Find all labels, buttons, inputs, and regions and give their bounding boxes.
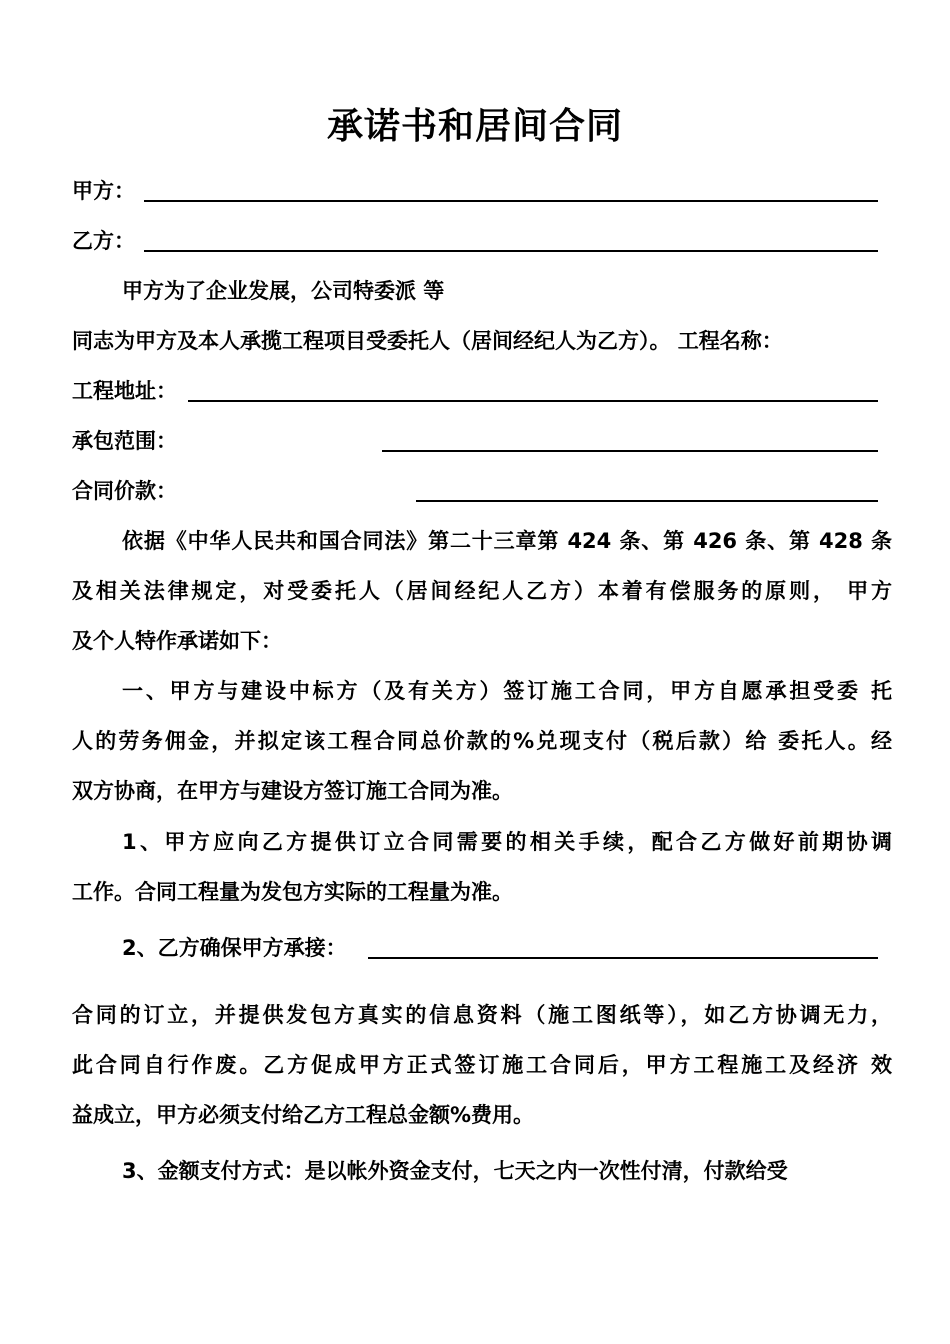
basis-line-1: 依据《中华人民共和国合同法》第二十三章第 424 条、第 426 条、第 428 条 bbox=[122, 529, 892, 553]
clause1-line-2: 人的劳务佣金，并拟定该工程合同总价款的%兑现支付（税后款）给 委托人。经 bbox=[72, 729, 892, 753]
basis-line-3: 及个人特作承诺如下： bbox=[72, 629, 282, 653]
intro-line-2: 同志为甲方及本人承揽工程项目受委托人（居间经纪人为乙方）。 工程名称： bbox=[72, 329, 783, 353]
project-address-label: 工程地址： bbox=[72, 379, 177, 403]
item3-line-1: 3、金额支付方式：是以帐外资金支付，七天之内一次性付清，付款给受 bbox=[122, 1159, 788, 1183]
basis-line-2: 及相关法律规定，对受委托人（居间经纪人乙方）本着有偿服务的原则， 甲方 bbox=[72, 579, 892, 603]
party-a-label: 甲方： bbox=[72, 179, 135, 203]
intro-line-1: 甲方为了企业发展，公司特委派 等 bbox=[122, 279, 445, 303]
party-a-blank[interactable] bbox=[144, 200, 878, 202]
item1-line-1: 1、甲方应向乙方提供订立合同需要的相关手续，配合乙方做好前期协调 bbox=[122, 830, 892, 854]
item2-line-3: 益成立，甲方必须支付给乙方工程总金额%费用。 bbox=[72, 1103, 535, 1127]
project-address-blank[interactable] bbox=[188, 400, 878, 402]
document-title: 承诺书和居间合同 bbox=[326, 106, 623, 147]
item1-line-2: 工作。合同工程量为发包方实际的工程量为准。 bbox=[72, 880, 513, 904]
clause1-line-3: 双方协商，在甲方与建设方签订施工合同为准。 bbox=[72, 779, 513, 803]
clause1-line-1: 一、甲方与建设中标方（及有关方）签订施工合同，甲方自愿承担受委 托 bbox=[122, 679, 892, 703]
item2-label: 2、乙方确保甲方承接： bbox=[122, 936, 347, 960]
contract-price-blank[interactable] bbox=[416, 500, 878, 502]
contract-price-label: 合同价款： bbox=[72, 479, 177, 503]
party-b-blank[interactable] bbox=[144, 250, 878, 252]
item2-line-2: 此合同自行作废。乙方促成甲方正式签订施工合同后，甲方工程施工及经济 效 bbox=[72, 1053, 892, 1077]
contract-scope-blank[interactable] bbox=[382, 450, 878, 452]
party-b-label: 乙方： bbox=[72, 229, 135, 253]
item2-blank[interactable] bbox=[368, 957, 878, 959]
contract-scope-label: 承包范围： bbox=[72, 429, 177, 453]
item2-line-1: 合同的订立，并提供发包方真实的信息资料（施工图纸等），如乙方协调无力， bbox=[72, 1003, 892, 1027]
